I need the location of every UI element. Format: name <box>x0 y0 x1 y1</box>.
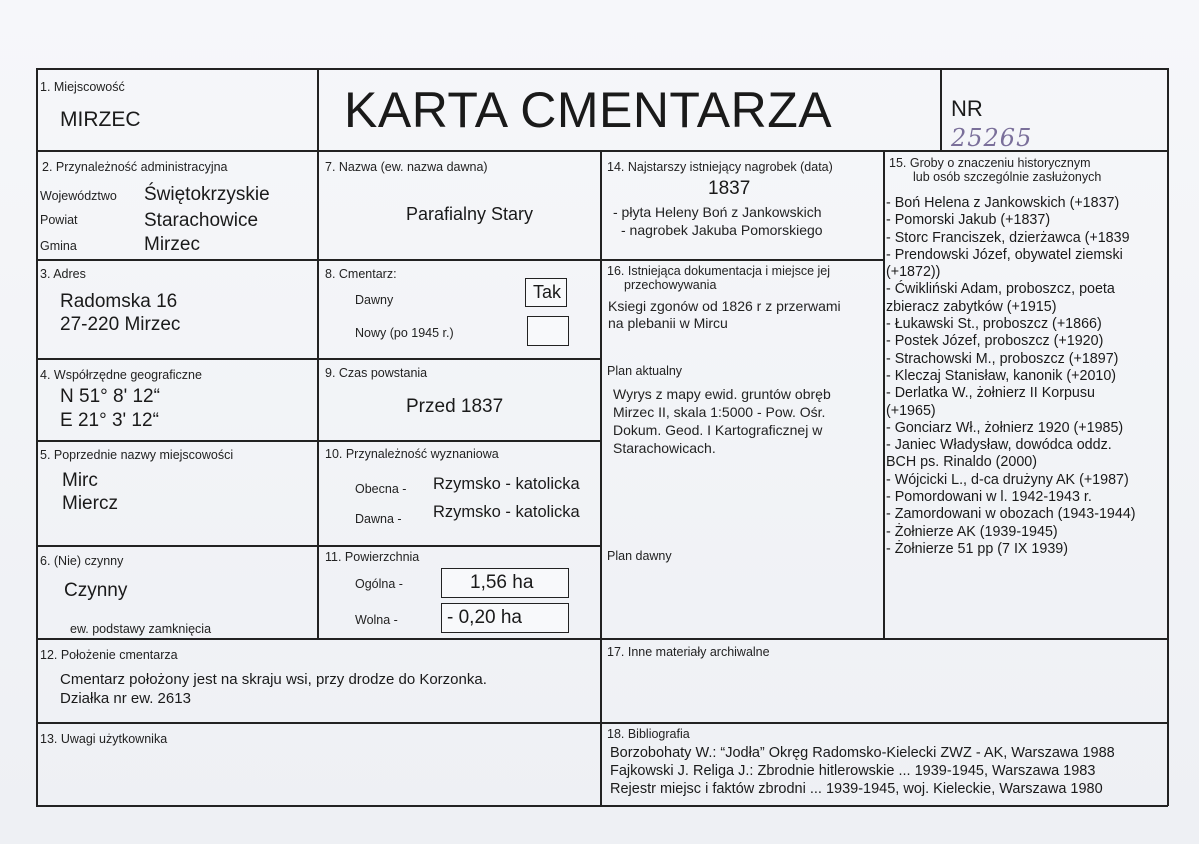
location-line2: Działka nr ew. 2613 <box>60 690 191 707</box>
list-item: - Zamordowani w obozach (1943-1944) <box>886 506 1136 523</box>
powiat-label: Powiat <box>40 213 78 227</box>
list-item: - Wójcicki L., d-ca drużyny AK (+1987) <box>886 471 1129 488</box>
coord-e: E 21° 3' 12“ <box>60 410 159 431</box>
dawny-label: Dawny <box>355 293 394 307</box>
field-7-label: 7. Nazwa (ew. nazwa dawna) <box>325 160 488 174</box>
wolna-label: Wolna - <box>355 613 398 627</box>
location-line1: Cmentarz położony jest na skraju wsi, przy drodze do Korzonka. <box>60 671 487 688</box>
page-title: KARTA CMENTARZA <box>344 82 833 138</box>
nowy-label: Nowy (po 1945 r.) <box>355 326 454 340</box>
field-9-label: 9. Czas powstania <box>325 366 428 380</box>
obecna-label: Obecna - <box>355 482 407 496</box>
documentation-line2: na plebanii w Mircu <box>608 315 728 331</box>
field-3-label: 3. Adres <box>40 267 86 281</box>
field-1-label: 1. Miejscowość <box>40 80 125 94</box>
wojewodztwo-value: Świętokrzyskie <box>144 184 270 205</box>
oldest-grave-line2: - nagrobek Jakuba Pomorskiego <box>621 222 823 238</box>
list-item: - Postek Józef, proboszcz (+1920) <box>886 333 1104 350</box>
plan-line-3: Dokum. Geod. I Kartograficznej w <box>613 422 823 438</box>
field-11-label: 11. Powierzchnia <box>325 550 420 564</box>
field-16-label-2: przechowywania <box>624 278 717 292</box>
field-15-label-1: 15. Groby o znaczeniu historycznym <box>889 156 1091 170</box>
field-16-label-1: 16. Istniejąca dokumentacja i miejsce jej <box>607 264 831 278</box>
documentation-line1: Ksiegi zgonów od 1826 r z przerwami <box>608 298 841 314</box>
wolna-box <box>441 603 569 633</box>
field-14-label: 14. Najstarszy istniejący nagrobek (data) <box>607 160 833 174</box>
list-item: - Pomorski Jakub (+1837) <box>886 212 1051 229</box>
dawny-checkbox-value: Tak <box>533 282 562 302</box>
nr-value-handwritten: 25265 <box>951 124 1033 152</box>
obecna-value: Rzymsko - katolicka <box>433 475 580 493</box>
list-item: Borzobohaty W.: “Jodła” Okręg Radomsko-Kielecki ZWZ - AK, Warszawa 1988 <box>610 745 1115 761</box>
active-status-value: Czynny <box>64 580 128 601</box>
wolna-value: - 0,20 ha <box>447 607 522 628</box>
prev-name-2: Miercz <box>62 493 118 514</box>
list-item: (+1965) <box>886 402 936 419</box>
list-item: Fajkowski J. Religa J.: Zbrodnie hitlerowskie ... 1939-1945, Warszawa 1983 <box>610 763 1096 779</box>
ogolna-label: Ogólna - <box>355 577 403 591</box>
dawna-value: Rzymsko - katolicka <box>433 503 580 521</box>
address-line2: 27-220 Mirzec <box>60 314 181 335</box>
list-item: (+1872)) <box>886 264 941 281</box>
plan-dawny-label: Plan dawny <box>607 549 672 563</box>
historic-graves-list <box>886 195 1136 558</box>
list-item: - Storc Franciszek, dzierżawca (+1839 <box>886 229 1130 246</box>
closure-basis-label: ew. podstawy zamknięcia <box>70 622 212 636</box>
field-13-label: 13. Uwagi użytkownika <box>40 732 168 746</box>
oldest-grave-line1: - płyta Heleny Boń z Jankowskich <box>613 204 822 220</box>
dawny-checkbox[interactable] <box>525 278 567 307</box>
founding-time-value: Przed 1837 <box>406 396 504 417</box>
address-line1: Radomska 16 <box>60 291 178 312</box>
list-item: - Łukawski St., proboszcz (+1866) <box>886 316 1102 333</box>
list-item: - Pomordowani w l. 1942-1943 r. <box>886 489 1092 506</box>
list-item: - Derlatka W., żołnierz II Korpusu <box>886 385 1095 402</box>
cemetery-name-value: Parafialny Stary <box>406 204 534 224</box>
field-15-label-2: lub osób szczególnie zasłużonych <box>913 170 1102 184</box>
plan-aktualny-label: Plan aktualny <box>607 364 683 378</box>
field-4-label: 4. Współrzędne geograficzne <box>40 368 202 382</box>
powiat-value: Starachowice <box>144 210 259 231</box>
plan-line-2: Mirzec II, skala 1:5000 - Pow. Ośr. <box>613 404 826 420</box>
gmina-label: Gmina <box>40 239 77 253</box>
field-17-label: 17. Inne materiały archiwalne <box>607 645 770 659</box>
field-5-label: 5. Poprzednie nazwy miejscowości <box>40 448 234 462</box>
field-10-label: 10. Przynależność wyznaniowa <box>325 447 499 461</box>
oldest-grave-year: 1837 <box>708 178 751 199</box>
list-item: Rejestr miejsc i faktów zbrodni ... 1939-1945, woj. Kieleckie, Warszawa 1980 <box>610 781 1103 797</box>
field-2-label: 2. Przynależność administracyjna <box>42 160 228 174</box>
list-item: - Kleczaj Stanisław, kanonik (+2010) <box>886 367 1117 384</box>
dawna-label: Dawna - <box>355 512 402 526</box>
field-12-label: 12. Położenie cmentarza <box>40 648 178 662</box>
field-8-label: 8. Cmentarz: <box>325 267 397 281</box>
gmina-value: Mirzec <box>144 234 200 255</box>
list-item: BCH ps. Rinaldo (2000) <box>886 454 1037 471</box>
bibliography-list <box>610 744 1115 798</box>
list-item: zbieracz zabytków (+1915) <box>886 298 1057 315</box>
list-item: - Ćwikliński Adam, proboszcz, poeta <box>886 281 1115 298</box>
ogolna-value: 1,56 ha <box>470 572 534 593</box>
plan-line-1: Wyrys z mapy ewid. gruntów obręb <box>613 386 831 402</box>
prev-name-1: Mirc <box>62 470 98 491</box>
list-item: - Żołnierze AK (1939-1945) <box>886 523 1058 540</box>
nowy-checkbox[interactable] <box>527 316 569 346</box>
plan-line-4: Starachowicach. <box>613 440 716 456</box>
wojewodztwo-label: Województwo <box>40 189 117 203</box>
field-1-value: MIRZEC <box>60 108 141 131</box>
field-18-label: 18. Bibliografia <box>607 727 690 741</box>
ogolna-box <box>441 568 569 598</box>
field-6-label: 6. (Nie) czynny <box>40 554 124 568</box>
list-item: - Żołnierze 51 pp (7 IX 1939) <box>886 540 1068 557</box>
list-item: - Gonciarz Wł., żołnierz 1920 (+1985) <box>886 419 1124 436</box>
list-item: - Boń Helena z Jankowskich (+1837) <box>886 195 1120 211</box>
list-item: - Strachowski M., proboszcz (+1897) <box>886 350 1119 367</box>
nr-label: NR <box>951 96 983 121</box>
list-item: - Prendowski Józef, obywatel ziemski <box>886 246 1123 263</box>
coord-n: N 51° 8' 12“ <box>60 386 160 407</box>
list-item: - Janiec Władysław, dowódca oddz. <box>886 437 1112 454</box>
